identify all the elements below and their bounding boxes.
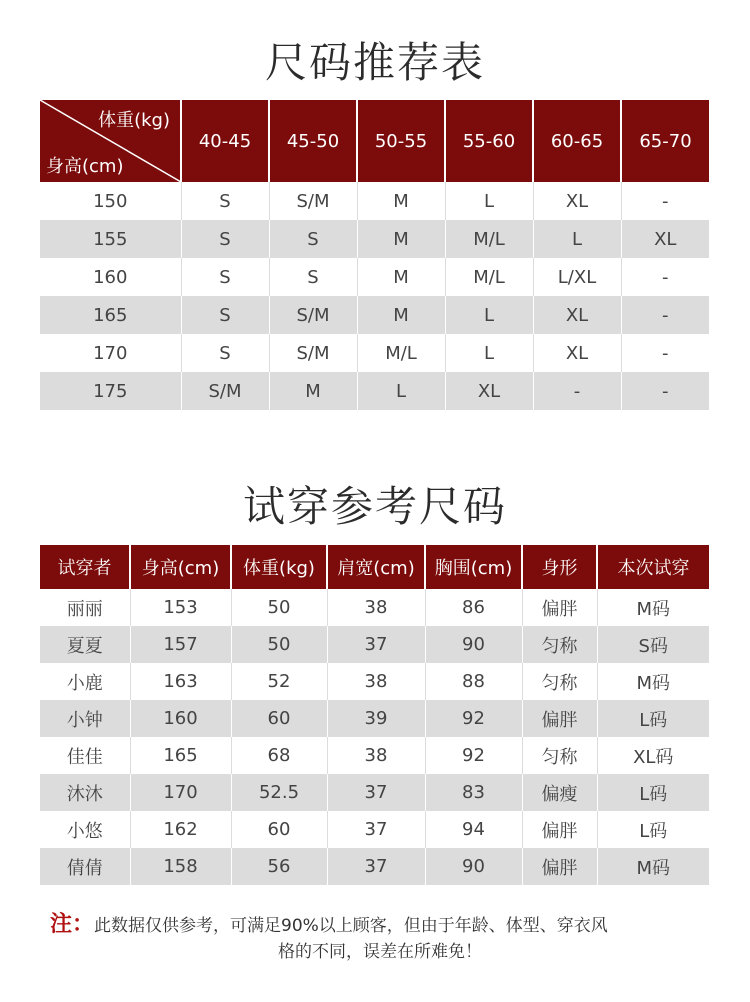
column-header: 身高(cm) <box>130 545 231 589</box>
size-cell: M <box>357 258 445 296</box>
height-cell: 160 <box>40 258 181 296</box>
column-header: 试穿者 <box>40 545 130 589</box>
table-cell: 163 <box>130 663 231 700</box>
table-cell: 小悠 <box>40 811 130 848</box>
table-cell: 68 <box>231 737 327 774</box>
size-cell: S <box>181 258 269 296</box>
table-cell: L码 <box>597 774 709 811</box>
table-cell: L码 <box>597 700 709 737</box>
table-cell: 37 <box>327 811 425 848</box>
weight-range-header: 45-50 <box>269 100 357 182</box>
size-cell: S <box>269 258 357 296</box>
size-cell: M <box>269 372 357 410</box>
table-row <box>40 811 709 848</box>
size-cell: S/M <box>269 334 357 372</box>
corner-height-label: 身高(cm) <box>46 156 124 177</box>
table-row <box>40 372 709 410</box>
table-cell: 162 <box>130 811 231 848</box>
column-header: 本次试穿 <box>597 545 709 589</box>
table-cell: 153 <box>130 589 231 626</box>
table-row <box>40 220 709 258</box>
table-row <box>40 182 709 220</box>
table-cell: 157 <box>130 626 231 663</box>
size-chart-corner-header <box>40 100 181 182</box>
table-cell: 170 <box>130 774 231 811</box>
column-header: 体重(kg) <box>231 545 327 589</box>
table-cell: 38 <box>327 737 425 774</box>
height-cell: 150 <box>40 182 181 220</box>
weight-range-header: 50-55 <box>357 100 445 182</box>
table-cell: L码 <box>597 811 709 848</box>
size-cell: - <box>621 372 709 410</box>
size-cell: - <box>621 182 709 220</box>
weight-range-header: 60-65 <box>533 100 621 182</box>
size-cell: M/L <box>445 258 533 296</box>
size-cell: - <box>621 296 709 334</box>
table-cell: 39 <box>327 700 425 737</box>
size-cell: S <box>181 220 269 258</box>
size-cell: S/M <box>269 182 357 220</box>
table-cell: M码 <box>597 663 709 700</box>
column-header: 胸围(cm) <box>425 545 522 589</box>
table-cell: M码 <box>597 589 709 626</box>
size-cell: XL <box>533 296 621 334</box>
table-cell: 38 <box>327 589 425 626</box>
table-cell: 92 <box>425 737 522 774</box>
table-cell: 60 <box>231 811 327 848</box>
size-cell: XL <box>533 182 621 220</box>
table-row <box>40 700 709 737</box>
note-text-line1: 此数据仅供参考，可满足90%以上顾客，但由于年龄、体型、穿衣风 <box>94 916 608 936</box>
size-chart-table <box>40 100 709 410</box>
table-cell: 50 <box>231 626 327 663</box>
table-cell: 偏胖 <box>522 700 597 737</box>
table-row <box>40 589 709 626</box>
note-label: 注： <box>50 912 95 937</box>
table-cell: 160 <box>130 700 231 737</box>
height-cell: 175 <box>40 372 181 410</box>
table-cell: 小鹿 <box>40 663 130 700</box>
table-cell: 倩倩 <box>40 848 130 885</box>
table-cell: 50 <box>231 589 327 626</box>
size-cell: L <box>445 334 533 372</box>
table-cell: S码 <box>597 626 709 663</box>
table-cell: 丽丽 <box>40 589 130 626</box>
table-cell: 佳佳 <box>40 737 130 774</box>
size-cell: M <box>357 182 445 220</box>
table-cell: 偏胖 <box>522 589 597 626</box>
table-row <box>40 774 709 811</box>
table-cell: M码 <box>597 848 709 885</box>
table-row <box>40 663 709 700</box>
size-cell: XL <box>621 220 709 258</box>
table-cell: 94 <box>425 811 522 848</box>
table-cell: 偏胖 <box>522 811 597 848</box>
table-row <box>40 334 709 372</box>
size-cell: S <box>181 334 269 372</box>
disclaimer-note <box>50 912 710 965</box>
height-cell: 155 <box>40 220 181 258</box>
table-cell: 偏胖 <box>522 848 597 885</box>
size-cell: M/L <box>357 334 445 372</box>
table-cell: XL码 <box>597 737 709 774</box>
table-cell: 匀称 <box>522 626 597 663</box>
table-cell: 匀称 <box>522 737 597 774</box>
weight-range-header: 40-45 <box>181 100 269 182</box>
table-row <box>40 848 709 885</box>
weight-range-header: 65-70 <box>621 100 709 182</box>
table-cell: 158 <box>130 848 231 885</box>
table-cell: 92 <box>425 700 522 737</box>
size-cell: S <box>181 182 269 220</box>
table-row <box>40 296 709 334</box>
size-cell: - <box>621 258 709 296</box>
size-cell: S <box>269 220 357 258</box>
table-cell: 37 <box>327 626 425 663</box>
fit-reference-header-row <box>40 545 709 589</box>
size-cell: M <box>357 220 445 258</box>
size-cell: L/XL <box>533 258 621 296</box>
table-cell: 匀称 <box>522 663 597 700</box>
table-cell: 60 <box>231 700 327 737</box>
size-cell: - <box>533 372 621 410</box>
fit-reference-title: 试穿参考尺码 <box>242 482 507 531</box>
height-cell: 165 <box>40 296 181 334</box>
table-cell: 37 <box>327 774 425 811</box>
weight-range-header: 55-60 <box>445 100 533 182</box>
table-row <box>40 737 709 774</box>
size-cell: M <box>357 296 445 334</box>
height-cell: 170 <box>40 334 181 372</box>
table-cell: 90 <box>425 626 522 663</box>
size-cell: L <box>357 372 445 410</box>
size-cell: M/L <box>445 220 533 258</box>
size-cell: - <box>621 334 709 372</box>
size-cell: L <box>533 220 621 258</box>
table-row <box>40 258 709 296</box>
size-cell: S/M <box>181 372 269 410</box>
size-chart-title: 尺码推荐表 <box>264 38 485 87</box>
table-cell: 偏瘦 <box>522 774 597 811</box>
table-cell: 夏夏 <box>40 626 130 663</box>
table-cell: 86 <box>425 589 522 626</box>
table-cell: 52 <box>231 663 327 700</box>
table-cell: 沐沐 <box>40 774 130 811</box>
size-chart-header-row <box>40 100 709 182</box>
table-row <box>40 626 709 663</box>
note-text-line2: 格的不同，误差在所难免！ <box>278 942 482 962</box>
table-cell: 165 <box>130 737 231 774</box>
table-cell: 56 <box>231 848 327 885</box>
table-cell: 83 <box>425 774 522 811</box>
size-cell: L <box>445 296 533 334</box>
table-cell: 小钟 <box>40 700 130 737</box>
size-cell: XL <box>445 372 533 410</box>
table-cell: 88 <box>425 663 522 700</box>
table-cell: 90 <box>425 848 522 885</box>
table-cell: 52.5 <box>231 774 327 811</box>
column-header: 肩宽(cm) <box>327 545 425 589</box>
column-header: 身形 <box>522 545 597 589</box>
table-cell: 38 <box>327 663 425 700</box>
fit-reference-table <box>40 545 709 885</box>
corner-weight-label: 体重(kg) <box>98 110 170 131</box>
size-cell: XL <box>533 334 621 372</box>
size-cell: S/M <box>269 296 357 334</box>
size-cell: L <box>445 182 533 220</box>
size-cell: S <box>181 296 269 334</box>
table-cell: 37 <box>327 848 425 885</box>
